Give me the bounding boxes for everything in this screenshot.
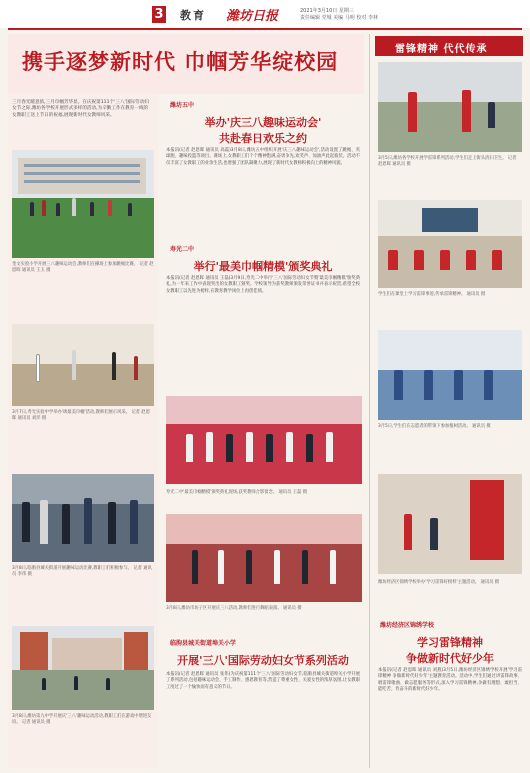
masthead xyxy=(0,0,530,28)
caption-planting: 3月5日,学生们在志愿者的带领下参加植树活动。 通讯员 摄 xyxy=(378,424,491,429)
photo-crowd xyxy=(12,474,154,562)
photo-planting xyxy=(378,330,522,420)
article2-body: 本报讯(记者 赵恩晖 通讯员 王磊)3月9日,寿光二中举行'三八'国际劳动妇女节暨'最美巾帼精模'颁奖典礼,为一年来工作中表现突出的女教职工颁奖。学校领导为获奖教师颁发荣誉证书并表示祝贺,希望全校女教职工以先进为榜样,在教育教学岗位上再创佳绩。 xyxy=(166,276,360,294)
article3-title: 开展'三八'国际劳动妇女节系列活动 xyxy=(177,654,349,667)
top-rule xyxy=(8,28,522,30)
caption-dance: 3月8日,潍坊市坊子区开展庆三八活动,教师们进行舞蹈表演。 通讯员 摄 xyxy=(166,606,302,611)
article1-title-1: 举办'庆三八趣味运动会' xyxy=(204,116,322,129)
article1-school: 潍坊五中 xyxy=(170,102,195,109)
article3-school: 临朐县城关街道埠关小学 xyxy=(170,640,237,647)
caption-crowd: 3月8日,临朐县城关街道开展趣味运动比赛,教职工们积极参与。 记者 通讯员 李伟 摄 xyxy=(12,566,152,577)
right-article-title-2: 争做新时代好少年 xyxy=(406,652,494,665)
caption-stage: 寿光二中'最美巾帼精模'颁奖典礼现场,获奖教师合影留念。 通讯员 王磊 摄 xyxy=(166,490,308,495)
caption-cleaning: 3月5日,潍坊各学校开展学雷锋系列活动,学生们走上街头清扫卫生。 记者 赵恩晖 通讯员 摄 xyxy=(378,156,517,167)
caption-playground: 奎文实验小学开展三八趣味运动会,教师们在操场上参加跳绳比赛。 记者 赵恩晖 通讯员 王玉 摄 xyxy=(12,262,154,273)
main-title: 携手逐梦新时代 巾帼芳华绽校园 xyxy=(22,49,339,74)
caption-banner-event: 潍坊经济区锦绣学校举办'学习雷锋好榜样'主题活动。 通讯员 摄 xyxy=(378,580,500,585)
lead-paragraph: 三月春光暖意浓,三月巾帼芳华显。在庆祝第111个'三八'国际劳动妇女节之际,潍坊各学校开展形式多样的活动,为辛勤工作在教育一线的女教职工送上节日的祝福,展现新时代女教师风采。 xyxy=(12,100,149,118)
right-banner-title: 雷锋精神 代代传承 xyxy=(395,44,488,55)
header-editors: 责任编辑 党城 美编 马明 校对 李林 xyxy=(300,15,378,21)
article1-title-2: 共赴春日欢乐之约 xyxy=(219,132,307,145)
article2-school: 寿光二中 xyxy=(170,246,195,253)
header-date: 2021年3月10日 星期三 xyxy=(300,8,354,14)
caption-schoolyard: 3月8日,潍坊第九中学开展庆'三八'趣味运动活动,教职工们在游戏中增进友谊。 记者 通讯员 摄 xyxy=(12,714,152,725)
photo-schoolyard xyxy=(12,626,154,710)
article1-body: 本报讯(记者 赵恩晖 通讯员 高磊)3月8日,潍坊五中组织开展'庆三八趣味运动会',活动设置了跳绳、夹球跑、趣味投篮等项目。赛场上,女教职工们个个精神饱满,奋勇争先,欢笑声、加油声此起彼伏。活动不仅丰富了女教职工的业余生活,也增强了团队凝聚力,展现了新时代女教师积极向上的精神风貌。 xyxy=(166,148,360,166)
page-number: 3 xyxy=(152,6,166,23)
article2-title: 举行'最美巾帼精模'颁奖典礼 xyxy=(193,260,333,273)
section-name: 教育 xyxy=(180,9,206,22)
caption-classroom: 学生们在课堂上学习雷锋事迹,传承雷锋精神。 通讯员 摄 xyxy=(378,292,486,297)
photo-gym xyxy=(12,324,154,406)
right-article-title-1: 学习雷锋精神 xyxy=(417,636,483,649)
right-article-body: 本报讯(记者 赵恩晖 通讯员 刘燕)3月5日,潍坊经济区锦绣学校开展'学习雷锋精神 争做新时代好少年'主题教育活动。活动中,学生们通过讲雷锋故事、唱雷锋歌曲、做志愿服务等形式,深入学习雷锋精神,争做有理想、敢担当、能吃苦、肯奋斗的新时代好少年。 xyxy=(378,668,522,693)
right-article-school: 潍坊经济区锦绣学校 xyxy=(380,622,435,629)
photo-classroom xyxy=(378,200,522,288)
header-info xyxy=(300,8,440,22)
photo-dance xyxy=(166,514,362,602)
photo-cleaning xyxy=(378,62,522,152)
photo-playground xyxy=(12,150,154,258)
caption-gym: 3月7日,寿光实验中学举办'颂最美巾帼'活动,教师们展示风采。 记者 赵恩晖 通讯员 刘洋 摄 xyxy=(12,410,150,421)
photo-stage xyxy=(166,396,362,484)
column-divider xyxy=(369,34,370,768)
article3-body: 本报讯(记者 赵恩晖 通讯员 张伟)为庆祝第111个'三八'国际劳动妇女节,临朐县城关街道埠关小学开展了系列活动,包括趣味运动会、手工制作、感恩教育等,营造了尊重女性、关爱女性的浓厚氛围,让女教职工度过了一个愉快而有意义的节日。 xyxy=(166,672,360,690)
photo-banner-event xyxy=(378,474,522,574)
paper-name: 潍坊日报 xyxy=(226,9,279,24)
